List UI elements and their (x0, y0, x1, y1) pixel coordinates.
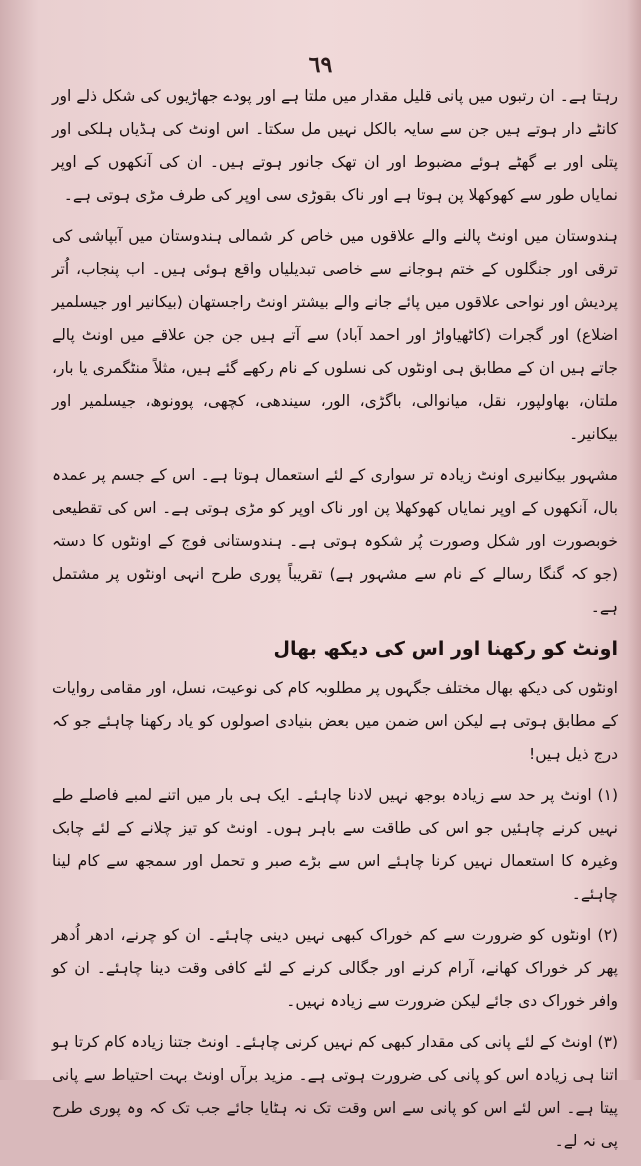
page-number: ٦٩ (308, 52, 333, 78)
section-heading: اونٹ کو رکھنا اور اس کی دیکھ بھال (273, 638, 618, 660)
paragraph-4: اونٹوں کی دیکھ بھال مختلف جگہوں پر مطلوبہ کام کی نوعیت، نسل، اور مقامی روایات کے مطابق ہوتی ہے لیکن اس ضمن میں بعض بنیادی اصولوں کو یاد رکھنا چاہئے جو کہ درج ذیل ہیں! (52, 679, 618, 763)
rule-2: (۲) اونٹوں کو ضرورت سے کم خوراک کبھی نہیں دینی چاہئے۔ ان کو چرنے، ادھر اُدھر پھر کر خوراک کھانے، آرام کرنے اور جگالی کرنے کے لئے کافی وقت دینا چاہئے۔ ان کو وافر خوراک دی جائے لیکن ضرورت سے زیادہ نہیں۔ (52, 926, 618, 1010)
page-spine-shadow (627, 0, 641, 1080)
paragraph-2: ہندوستان میں اونٹ پالنے والے علاقوں میں خاص کر شمالی ہندوستان میں آبپاشی کی ترقی اور جنگلوں کے ختم ہوجانے سے خاصی تبدیلیاں واقع ہوئی ہیں۔ اب پنجاب، اُتر پردیش اور نواحی علاقوں میں پائے جانے والے بیشتر اونٹ راجستھان (بیکانیر اور جیسلمیر اضلاع) اور گجرات (کاٹھیاواڑ اور احمد آباد) سے آتے ہیں جن جن علاقے میں اونٹ پالے جاتے ہیں ان کے مطابق ہی اونٹوں کی نسلوں کے نام رکھے گئے ہیں، مثلاً منٹگمری یا بار، ملتان، بھاولپور، نقل، میانوالی، باگڑی، الور، سیندھی، کچھی، پوونوھ، جیسلمیر اور بیکانیر۔ (52, 227, 618, 443)
page-text (52, 80, 618, 1166)
rule-3: (۳) اونٹ کے لئے پانی کی مقدار کبھی کم نہیں کرنی چاہئے۔ اونٹ جتنا زیادہ کام کرتا ہو اتنا ہی زیادہ اس کو پانی کی ضرورت ہوتی ہے۔ مزید برآں اونٹ بہت احتیاط سے پانی پیتا ہے۔ اس لئے اس کو پانی سے اس وقت تک نہ ہٹایا جائے جب تک کہ وہ پوری طرح پی نہ لے۔ (52, 1033, 618, 1150)
paragraph-1: رہتا ہے۔ ان رتبوں میں پانی قلیل مقدار میں ملتا ہے اور پودے جھاڑیوں کی شکل ذلے اور کانٹے دار ہوتے ہیں جن سے سایہ بالکل نہیں مل سکتا۔ اس اونٹ کی ہڈیاں ہلکی اور پتلی اور بے گھٹے ہوئے مضبوط اور ان تھک جانور ہوتے ہیں۔ ان کی آنکھوں کے اوپر نمایاں طور سے کھوکھلا پن ہوتا ہے اور ناک بقوڑی سی اوپر کی طرف مڑی ہوتی ہے۔ (52, 87, 618, 204)
rule-1: (۱) اونٹ پر حد سے زیادہ بوجھ نہیں لادنا چاہئے۔ ایک ہی بار میں اتنے لمبے فاصلے طے نہیں کرنے چاہئیں جو اس کی طاقت سے باہر ہوں۔ اونٹ کو تیز چلانے کے لئے چابک وغیرہ کا استعمال نہیں کرنا چاہئے اس سے بڑے صبر و تحمل اور سمجھ سے کام لینا چاہئے۔ (52, 786, 618, 903)
paragraph-3: مشہور بیکانیری اونٹ زیادہ تر سواری کے لئے استعمال ہوتا ہے۔ اس کے جسم پر عمدہ بال، آنکھوں کے اوپر نمایاں کھوکھلا پن اور ناک اوپر کو مڑی ہوتی ہے۔ اس کی تقطیعی خوبصورت اور شکل وصورت پُر شکوہ ہوتی ہے۔ ہندوستانی فوج کے اونٹوں کا دستہ (جو کہ گنگا رسالے کے نام سے مشہور ہے) تقریباً پوری طرح انہی اونٹوں پر مشتمل ہے۔ (52, 466, 618, 616)
